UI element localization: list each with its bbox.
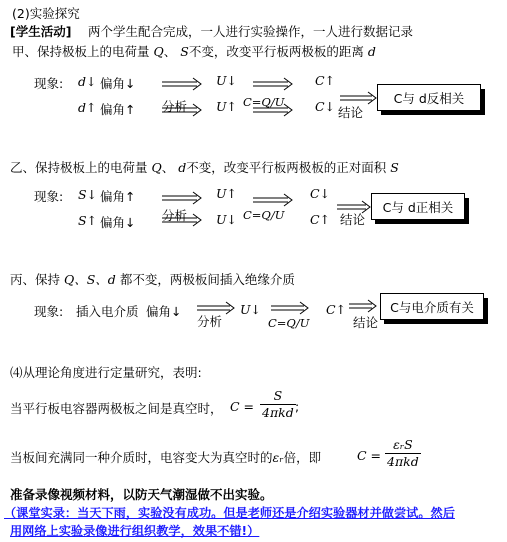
- exp-bing-u: U↓: [240, 302, 262, 317]
- classroom-note-line1: （课堂实录：当天下雨，实验没有成功。但是老师还是介绍实验器材并做尝试。然后: [4, 506, 455, 520]
- exp-yi-result-box: [371, 193, 465, 220]
- exp-yi-row2-c: C↑: [310, 212, 331, 227]
- exp-jia-row1-c: C↑: [315, 73, 336, 88]
- exp-jia-conclusion: 结论: [338, 105, 364, 120]
- exp-bing-c: C↑: [326, 302, 347, 317]
- exp-bing-insert: 插入电介质: [76, 304, 139, 319]
- vacuum-fraction: S 4πkd: [262, 388, 294, 420]
- activity-text: 两个学生配合完成，一人进行实验操作，一人进行数据记录: [88, 24, 414, 39]
- exp-bing-conclusion: 结论: [353, 315, 379, 330]
- dielectric-text: 当板间充满同一种介质时，电容变大为真空时的εᵣ倍，即: [10, 450, 322, 465]
- exp-jia-row2-u: U↑: [216, 99, 238, 114]
- exp-bing-result-box: [380, 293, 484, 320]
- exp-jia-row1-angle: 偏角↓: [100, 76, 136, 91]
- exp-yi-label: 现象:: [34, 189, 64, 204]
- exp-jia-result-box: [377, 84, 481, 111]
- section-2-title: (2)实验探究: [12, 6, 80, 21]
- prepare-note: 准备录像视频材料，以防天气潮湿做不出实验。: [10, 487, 273, 502]
- dielectric-lhs: C =: [357, 448, 382, 463]
- arrow-icon: [253, 194, 292, 206]
- exp-yi-conclusion: 结论: [340, 212, 366, 227]
- exp-jia-label: 现象:: [34, 76, 64, 91]
- exp-jia-formula: C=Q/U: [243, 95, 285, 109]
- exp-yi-row1-var: S↓: [78, 187, 98, 202]
- section-4-title: ⑷从理论角度进行定量研究，表明:: [10, 365, 202, 380]
- exp-jia-title: 甲、保持极板上的电荷量 Q、 S不变，改变平行板两极板的距离 d: [12, 44, 376, 59]
- exp-bing-result: C与电介质有关: [390, 299, 474, 315]
- arrow-icon: [162, 78, 201, 90]
- dielectric-fraction: εᵣS 4πkd: [387, 437, 419, 469]
- vacuum-lhs: C =: [230, 399, 255, 414]
- vacuum-end: ;: [295, 399, 300, 414]
- classroom-note-line2: 用网络上实验录像进行组织教学，效果不错!）: [10, 524, 260, 538]
- arrow-icon: [271, 302, 308, 314]
- exp-yi-result: C与 d正相关: [382, 199, 454, 215]
- exp-jia-row1-var: d↓: [78, 74, 97, 89]
- exp-yi-row1-angle: 偏角↑: [100, 189, 136, 204]
- activity-tag: [学生活动]: [10, 24, 72, 39]
- exp-jia-row2-var: d↑: [78, 100, 97, 115]
- exp-bing-analysis: 分析: [197, 314, 223, 329]
- exp-yi-row2-angle: 偏角↓: [100, 215, 136, 230]
- vacuum-text: 当平行板电容器两极板之间是真空时，: [10, 401, 223, 416]
- arrow-icon: [162, 192, 201, 204]
- exp-yi-formula: C=Q/U: [243, 208, 285, 222]
- exp-bing-label: 现象:: [34, 304, 64, 319]
- exp-yi-row1-u: U↑: [216, 186, 238, 201]
- arrow-icon: [253, 78, 292, 90]
- exp-yi-title: 乙、保持极板上的电荷量 Q、 d不变，改变平行板两极板的正对面积 S: [10, 160, 399, 175]
- exp-bing-angle: 偏角↓: [146, 304, 182, 319]
- exp-yi-row2-u: U↓: [216, 212, 238, 227]
- exp-jia-analysis: 分析: [162, 99, 188, 114]
- exp-yi-row2-var: S↑: [78, 213, 98, 228]
- exp-bing-title: 丙、保持 Q、S、d 都不变，两极板间插入绝缘介质: [10, 272, 295, 287]
- exp-jia-row1-u: U↓: [216, 73, 238, 88]
- exp-jia-row2-angle: 偏角↑: [100, 102, 136, 117]
- exp-yi-row1-c: C↓: [310, 186, 331, 201]
- exp-jia-result: C与 d反相关: [393, 90, 465, 106]
- arrow-icon: [349, 300, 376, 312]
- exp-bing-formula: C=Q/U: [268, 316, 310, 330]
- exp-yi-analysis: 分析: [162, 208, 188, 223]
- exp-jia-row2-c: C↓: [315, 99, 336, 114]
